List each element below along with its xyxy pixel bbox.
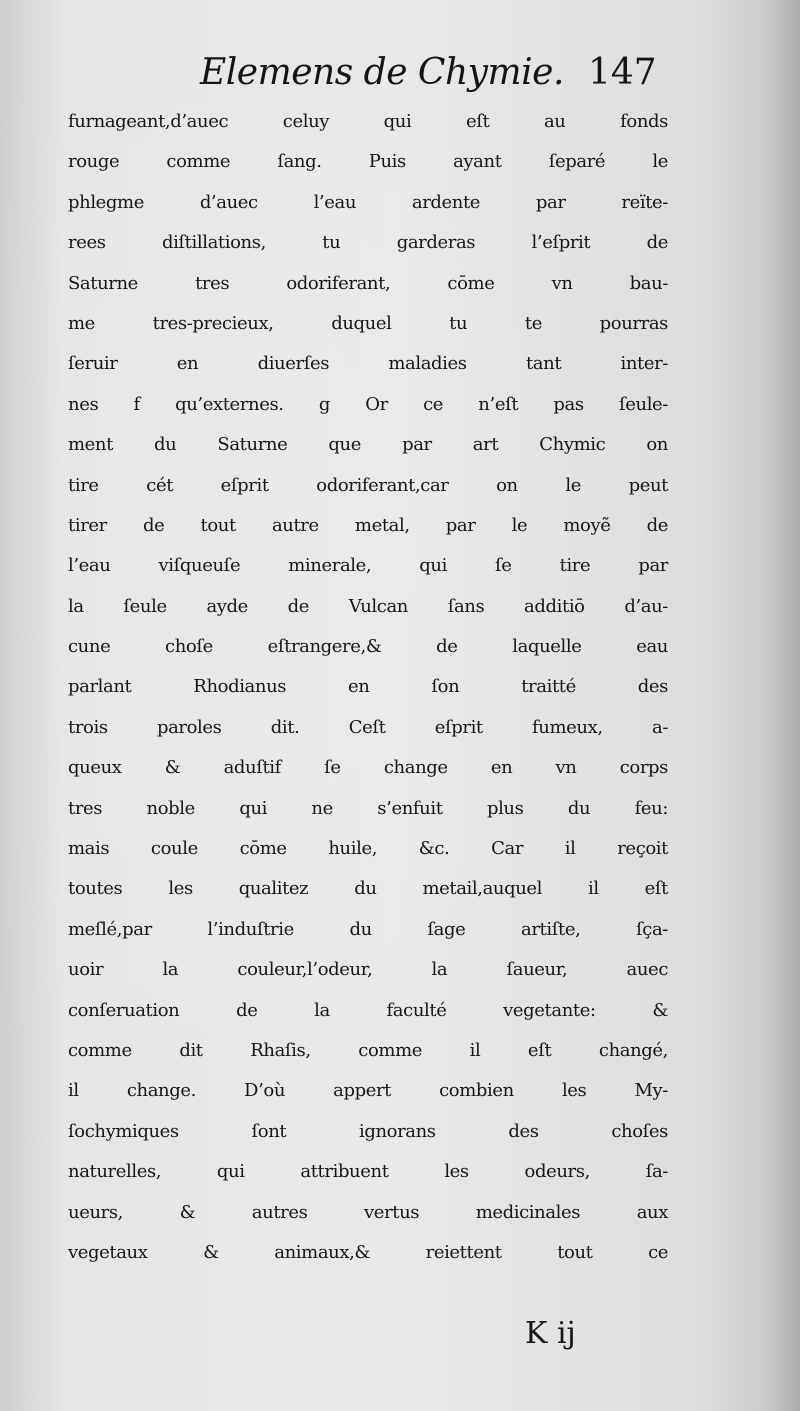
text-line: parlant Rhodianus en ſon traitté des — [68, 676, 668, 698]
text-line: rouge comme ſang. Puis ayant ſeparé le — [68, 151, 668, 173]
text-line: l’eau viſqueuſe minerale, qui ſe tire par — [68, 555, 668, 577]
page-edge-shadow — [760, 0, 800, 1411]
text-line: conſeruation de la faculté vegetante: & — [68, 999, 668, 1021]
text-line: vegetaux & animaux,& reiettent tout ce — [68, 1241, 668, 1263]
text-line: trois paroles dit. Ceſt eſprit fumeux, a- — [68, 716, 668, 738]
text-line: cune choſe eſtrangere,& de laquelle eau — [68, 636, 668, 658]
text-line: rees diſtillations, tu garderas l’eſprit de — [68, 232, 668, 254]
running-head — [60, 52, 660, 102]
text-line: il change. D’où appert combien les My- — [68, 1080, 668, 1102]
text-line: tire cét eſprit odoriferant,car on le peut — [68, 474, 668, 496]
text-line: meſlé,par l’induſtrie du ſage artiſte, ſça- — [68, 918, 668, 940]
text-line: tirer de tout autre metal, par le moyẽ de — [68, 514, 668, 536]
text-line: toutes les qualitez du metail,auquel il eſt — [68, 878, 668, 900]
text-line: comme dit Rhaſis, comme il eſt changé, — [68, 1039, 668, 1061]
text-line: naturelles, qui attribuent les odeurs, ſa- — [68, 1161, 668, 1183]
text-line: mais coule cōme huile, &c. Car il reçoit — [68, 838, 668, 860]
text-line: phlegme d’auec l’eau ardente par reïte- — [68, 191, 668, 213]
text-line: la ſeule ayde de Vulcan ſans additiō d’au- — [68, 595, 668, 617]
text-line: tres noble qui ne s’enfuit plus du feu: — [68, 797, 668, 819]
text-line: uoir la couleur,l’odeur, la ſaueur, auec — [68, 959, 668, 981]
text-line: ment du Saturne que par art Chymic on — [68, 434, 668, 456]
body-text — [68, 102, 668, 1273]
text-line: me tres-precieux, duquel tu te pourras — [68, 312, 668, 334]
text-line: ueurs, & autres vertus medicinales aux — [68, 1201, 668, 1223]
text-line: ſochymiques ſont ignorans des choſes — [68, 1120, 668, 1142]
text-line: Saturne tres odoriferant, cōme vn bau- — [68, 272, 668, 294]
text-line: nes f qu’externes. g Or ce n’eſt pas ſeule- — [68, 393, 668, 415]
signature-mark: K ij — [525, 1316, 576, 1351]
page-number: 147 — [588, 52, 657, 93]
running-title: Elemens de Chymie. — [200, 52, 564, 93]
text-line: queux & aduſtif ſe change en vn corps — [68, 757, 668, 779]
text-line: furnageant,d’auec celuy qui eſt au fonds — [68, 111, 668, 132]
text-line: ſeruir en diuerſes maladies tant inter- — [68, 353, 668, 375]
